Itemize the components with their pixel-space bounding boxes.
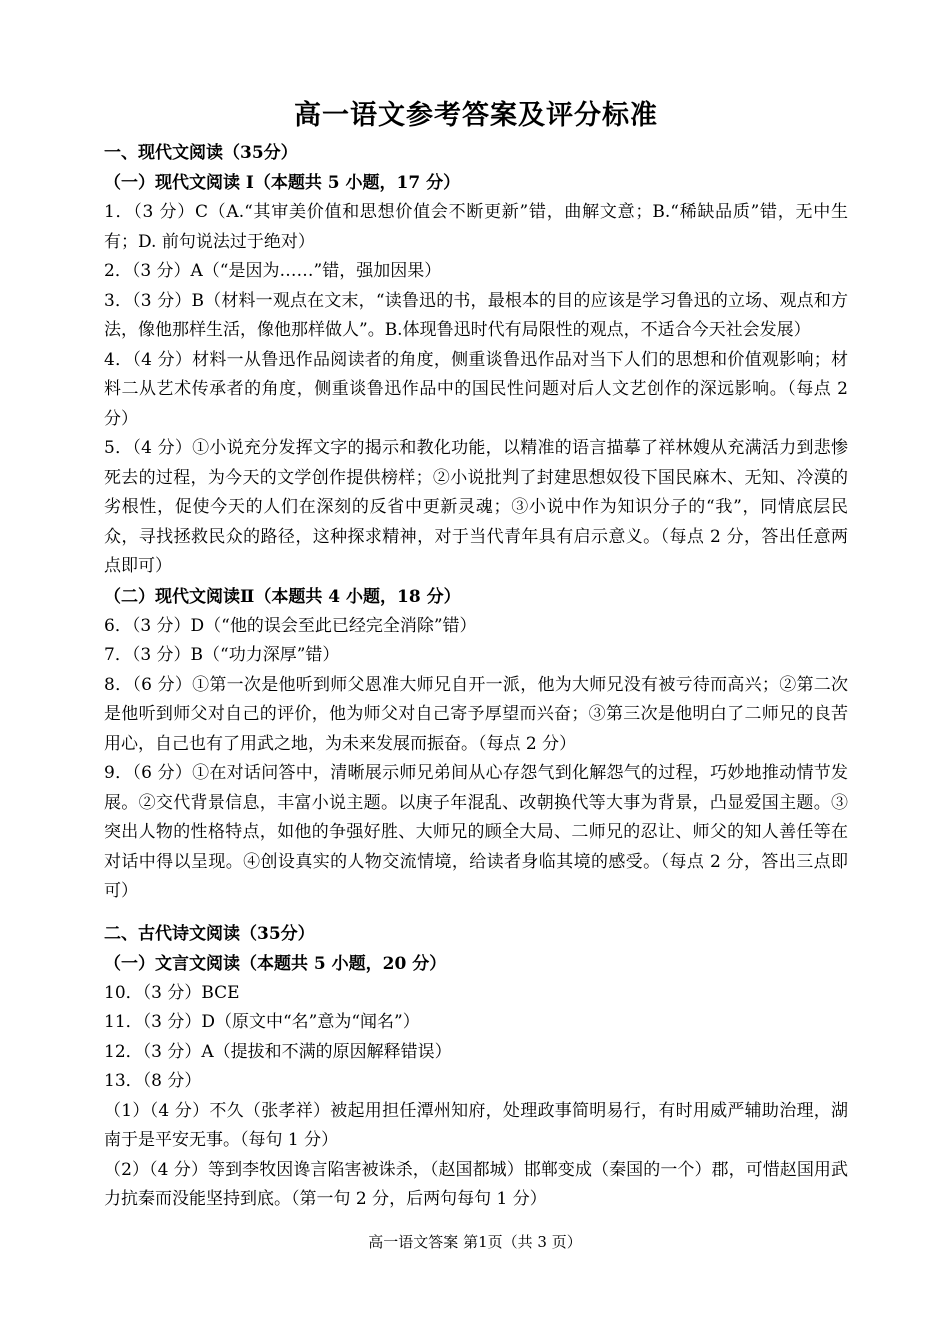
answer-item-13: 13．（8 分）: [104, 1071, 202, 1091]
subsection-heading-classical-1: （一）文言文阅读（本题共 5 小题，20 分）: [104, 953, 447, 974]
answer-item-13-2: （2）（4 分）等到李牧因谗言陷害被诛杀，（赵国都城）邯郸变成（秦国的一个）郡，可惜赵国用武力抗秦而没能坚持到底。（第一句 2 分，后两句每句 1 分）: [104, 1159, 848, 1209]
answer-item-4: 4．（4 分）材料一从鲁迅作品阅读者的角度，侧重谈鲁迅作品对当下人们的思想和价值观影响；材料二从艺术传承者的角度，侧重谈鲁迅作品中的国民性问题对后人文艺创作的深远影响。（每点 2 分）: [104, 349, 848, 429]
subsection-heading-modern-1: （一）现代文阅读 I（本题共 5 小题，17 分）: [104, 173, 461, 193]
page-footer: 高一语文答案 第1页（共 3 页）: [368, 1233, 582, 1251]
answer-item-9: 9．（6 分）①在对话问答中，清晰展示师兄弟间从心存怨气到化解怨气的过程，巧妙地推动情节发展。②交代背景信息，丰富小说主题。以庚子年混乱、改朝换代等大事为背景，凸显爱国主题。③突出人物的性格特点，如他的争强好胜、大师兄的顾全大局、二师兄的忍让、师父的知人善任等在对话中得以呈现。④创设真实的人物交流情境，给读者身临其境的感受。（每点 2 分，答出三点即可）: [104, 763, 848, 901]
answer-item-8: 8．（6 分）①第一次是他听到师父恩准大师兄自开一派，他为大师兄没有被亏待而高兴；②第二次是他听到师父对自己的评价，他为师父对自己寄予厚望而兴奋；③第三次是他明白了二师兄的良苦用心，自己也有了用武之地，为未来发展而振奋。（每点 2 分）: [104, 674, 848, 754]
answer-item-5: 5．（4 分）①小说充分发挥文字的揭示和教化功能，以精准的语言描摹了祥林嫂从充满活力到悲惨死去的过程，为今天的文学创作提供榜样；②小说批判了封建思想奴役下国民麻木、无知、冷漠的劣根性，促使今天的人们在深刻的反省中更新灵魂；③小说中作为知识分子的“我”，同情底层民众，寻找拯救民众的路径，这种探求精神，对于当代青年具有启示意义。（每点 2 分，答出任意两点即可）: [104, 438, 848, 576]
page-title: 高一语文参考答案及评分标准: [294, 100, 658, 131]
answer-item-12: 12．（3 分）A（提拔和不满的原因解释错误）: [104, 1041, 452, 1062]
answer-item-6: 6．（3 分）D（“他的误会至此已经完全消除”错）: [104, 615, 477, 636]
answer-item-10: 10．（3 分）BCE: [104, 982, 240, 1003]
answer-item-2: 2．（3 分）A（“是因为……”错，强加因果）: [104, 261, 442, 281]
answer-item-11: 11．（3 分）D（原文中“名”意为“闻名”）: [104, 1012, 420, 1032]
answer-item-7: 7．（3 分）B（“功力深厚”错）: [104, 645, 340, 665]
answer-item-13-1: （1）（4 分）不久（张孝祥）被起用担任潭州知府，处理政事简明易行，有时用威严辅助治理，湖南于是平安无事。（每句 1 分）: [104, 1100, 848, 1150]
section-spacer: [104, 907, 848, 919]
section-heading-classical: 二、古代诗文阅读（35分）: [104, 923, 315, 944]
answer-document: [104, 96, 848, 1215]
section-heading-modern: 一、现代文阅读（35分）: [104, 143, 298, 163]
answer-item-3: 3．（3 分）B（材料一观点在文末，“读鲁迅的书，最根本的目的应该是学习鲁迅的立场、观点和方法，像他那样生活，像他那样做人”。B.体现鲁迅时代有局限性的观点，不适合今天社会发展）: [104, 290, 848, 340]
subsection-heading-modern-2: （二）现代文阅读Ⅱ（本题共 4 小题，18 分）: [104, 586, 461, 607]
answer-item-1: 1．（3 分）C（A.“其审美价值和思想价值会不断更新”错，曲解文意；B.“稀缺品质”错，无中生有；D. 前句说法过于绝对）: [104, 202, 848, 252]
